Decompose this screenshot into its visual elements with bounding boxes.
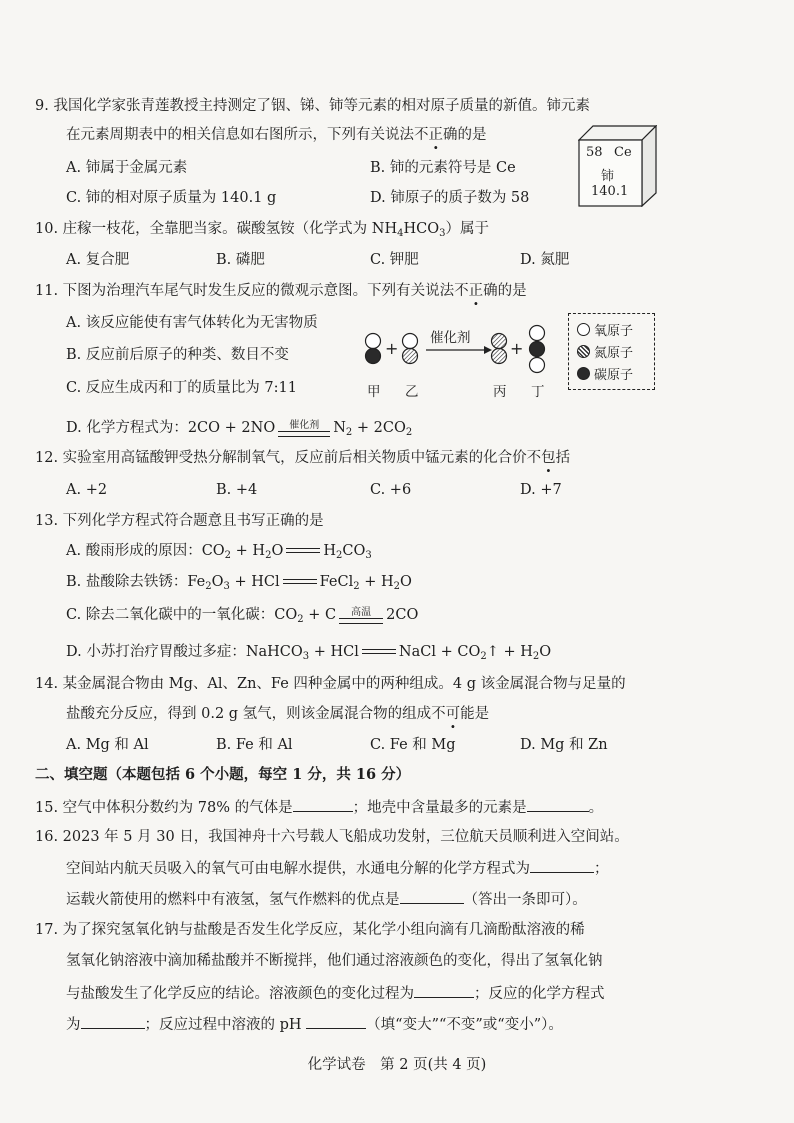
sub: 2	[224, 550, 232, 561]
q15-text3: 。	[588, 800, 604, 816]
q9-option-c: C. 铈的相对原子质量为 140.1 g	[66, 190, 277, 206]
label-bing: 丙	[493, 384, 507, 400]
q9-stem-text: 在元素周期表中的相关信息如右图所示，下列有关说法	[66, 127, 414, 143]
sub: 2	[480, 651, 487, 662]
q9-emphasis: 不正确	[414, 127, 458, 143]
equals-sign	[362, 646, 396, 658]
q13-a-product2: CO	[342, 543, 366, 559]
atom-legend	[568, 313, 655, 390]
q10-stem-end: ）属于	[445, 221, 489, 237]
q13-stem: 13. 下列化学方程式符合题意且书写正确的是	[35, 513, 324, 529]
q13-c-product: 2CO	[386, 607, 419, 623]
sub: 2	[393, 581, 400, 592]
q11-option-a: A. 该反应能使有害气体转化为无害物质	[66, 315, 318, 331]
q16-line3	[66, 889, 587, 910]
label-yi: 乙	[405, 384, 419, 400]
q13-d-product: NaCl + CO	[398, 644, 481, 660]
label-ding: 丁	[531, 384, 545, 400]
oxygen-atom-icon	[577, 323, 590, 336]
q15-blank-2[interactable]	[527, 797, 589, 812]
q17-text3: 与盐酸发生了化学反应的结论。溶液颜色的变化过程为	[66, 986, 414, 1002]
q11-sub: 2	[405, 427, 413, 438]
q13-a-text: A. 酸雨形成的原因：CO	[66, 543, 225, 559]
q13-d-product2: ↑ + H	[486, 644, 533, 660]
q11-sub: 2	[345, 427, 353, 438]
q14-stem-line1: 14. 某金属混合物由 Mg、Al、Zn、Fe 四种金属中的两种组成。4 g 该金属混合物与足量的	[35, 676, 626, 692]
q10-stem-text: 10. 庄稼一枝花，全靠肥当家。碳酸氢铵（化学式为 NH	[35, 221, 398, 237]
catalyst-condition: 催化剂	[289, 419, 320, 431]
q13-a-product: H	[323, 543, 336, 559]
q15-text2: ；地壳中含量最多的元素是	[352, 800, 527, 816]
q13-d-mid: + HCl	[309, 644, 359, 660]
section-title: 二、填空题（本题包括 6 个小题，每空 1 分，共 16 分）	[35, 766, 411, 783]
q9-option-d: D. 铈原子的质子数为 58	[370, 190, 530, 206]
equals-sign	[286, 545, 320, 557]
sub: 3	[365, 550, 372, 561]
q14-stem-line2	[66, 704, 489, 724]
page-footer: 化学试卷 第 2 页(共 4 页)	[307, 1057, 487, 1073]
legend-carbon	[577, 364, 633, 383]
high-temp-equation-sign	[339, 607, 383, 624]
sub: 3	[302, 651, 310, 662]
q17-text3-end: ；反应的化学方程式	[474, 986, 605, 1002]
q13-option-c	[66, 605, 418, 625]
q11-emphasis: 不正确	[454, 283, 498, 299]
catalyst-equation-sign	[278, 420, 330, 437]
q17-line3	[66, 983, 605, 1004]
q11-d-product: N	[333, 420, 346, 436]
q13-c-mid: + C	[303, 607, 337, 623]
q16-text3: 运载火箭使用的燃料中有液氢，氢气作燃料的优点是	[66, 892, 400, 908]
q11-d-text: D. 化学方程式为：2CO + 2NO	[66, 420, 276, 436]
carbon-atom-icon	[577, 367, 590, 380]
diagram-catalyst-label: 催化剂	[430, 330, 471, 346]
q16-text-end: ；	[594, 861, 609, 877]
q14-option-d: D. Mg 和 Zn	[520, 737, 608, 753]
q13-a-o: O	[271, 543, 284, 559]
q14-emphasis: 不可能	[431, 706, 475, 722]
q10-option-d: D. 氮肥	[520, 252, 570, 268]
element-mass: 140.1	[591, 184, 629, 199]
q14-stem-end: 是	[474, 706, 490, 722]
high-temp-condition: 高温	[351, 606, 372, 618]
q10-sub: 4	[397, 228, 404, 239]
q16-line1: 16. 2023 年 5 月 30 日，我国神舟十六号载人飞船成功发射，三位航天员顺利进入空间站。	[35, 829, 629, 845]
q12-option-c: C. +6	[370, 482, 412, 498]
q13-b-text: B. 盐酸除去铁锈：Fe	[66, 574, 206, 590]
nitrogen-atom-icon	[577, 345, 590, 358]
q15-line	[35, 797, 603, 818]
q17-text4-mid: ；反应过程中溶液的 pH	[144, 1017, 307, 1033]
q11-option-d	[66, 418, 412, 438]
q13-d-product3: O	[539, 644, 552, 660]
q16-text3-end: （答出一条即可）。	[463, 892, 587, 908]
q16-blank-1[interactable]	[530, 858, 594, 873]
q9-option-b: B. 铈的元素符号是 Ce	[370, 160, 516, 176]
q15-blank-1[interactable]	[293, 797, 353, 812]
q12-option-a: A. +2	[66, 482, 108, 498]
q9-option-a: A. 铈属于金属元素	[66, 160, 188, 176]
q12-emphasis: 不包括	[526, 450, 571, 466]
svg-text:+: +	[510, 339, 524, 358]
q13-b-mid: O	[211, 574, 224, 590]
q9-stem-line2	[66, 125, 487, 145]
q16-text: 空间站内航天员吸入的氧气可由电解水提供，水通电分解的化学方程式为	[66, 861, 530, 877]
q14-stem-text: 盐酸充分反应，得到 0.2 g 氢气，则该金属混合物的组成	[66, 706, 432, 722]
q14-option-b: B. Fe 和 Al	[216, 737, 293, 753]
q10-sub: 3	[439, 228, 446, 239]
q9-stem-line1: 9. 我国化学家张青莲教授主持测定了铟、锑、铈等元素的相对原子质量的新值。铈元素	[35, 98, 590, 114]
q10-stem	[35, 219, 489, 239]
q15-text: 15. 空气中体积分数约为 78% 的气体是	[35, 800, 293, 816]
q11-stem	[35, 281, 527, 301]
sub: 2	[205, 581, 212, 592]
q17-line1: 17. 为了探究氢氧化钠与盐酸是否发生化学反应，某化学小组向滴有几滴酚酞溶液的稀	[35, 922, 585, 938]
q17-text4-end: （填“变大”“不变”或“变小”）。	[366, 1017, 563, 1033]
legend-oxygen	[577, 320, 633, 339]
q13-d-text: D. 小苏打治疗胃酸过多症：NaHCO	[66, 644, 303, 660]
q13-option-b	[66, 572, 412, 592]
q10-stem-mid: HCO	[403, 221, 440, 237]
legend-carbon-label: 碳原子	[594, 368, 634, 383]
q17-blank-2[interactable]	[81, 1014, 145, 1029]
q11-stem-end: 的是	[497, 283, 527, 299]
element-atomic-number: 58	[586, 145, 603, 160]
q9-stem-end: 的是	[457, 127, 487, 143]
q13-b-product2: + H	[359, 574, 394, 590]
element-symbol: Ce	[614, 145, 632, 160]
q13-b-mid2: + HCl	[229, 574, 280, 590]
q12-stem-text: 12. 实验室用高锰酸钾受热分解制氧气，反应前后相关物质中锰元素的化合价	[35, 450, 527, 466]
equals-sign	[283, 576, 317, 588]
cerium-element-card	[578, 125, 657, 207]
q17-blank-3[interactable]	[306, 1014, 366, 1029]
q11-option-c: C. 反应生成丙和丁的质量比为 7:11	[66, 380, 297, 396]
q17-line2: 氢氧化钠溶液中滴加稀盐酸并不断搅拌，他们通过溶液颜色的变化，得出了氢氧化钠	[66, 953, 603, 969]
sub: 2	[265, 550, 272, 561]
sub: 2	[297, 614, 304, 625]
q11-d-product2: + 2CO	[352, 420, 406, 436]
q13-b-product3: O	[399, 574, 412, 590]
element-name: 铈	[601, 169, 615, 184]
sub: 2	[353, 581, 360, 592]
q12-option-b: B. +4	[216, 482, 258, 498]
sub: 2	[532, 651, 540, 662]
q14-option-c: C. Fe 和 Mg	[370, 737, 456, 753]
legend-nitrogen-label: 氮原子	[594, 346, 634, 361]
sub: 2	[335, 550, 343, 561]
q13-a-mid: + H	[231, 543, 266, 559]
label-jia: 甲	[367, 384, 381, 400]
q10-option-b: B. 磷肥	[216, 252, 265, 268]
q13-c-text: C. 除去二氧化碳中的一氧化碳：CO	[66, 607, 298, 623]
q10-option-a: A. 复合肥	[66, 252, 130, 268]
q11-option-b: B. 反应前后原子的种类、数目不变	[66, 347, 289, 363]
q13-b-product: FeCl	[319, 574, 354, 590]
q17-line4	[66, 1014, 563, 1035]
q14-option-a: A. Mg 和 Al	[66, 737, 149, 753]
q16-line2	[66, 858, 609, 879]
q13-option-a	[66, 541, 372, 561]
q17-blank-1[interactable]	[414, 983, 474, 998]
legend-nitrogen	[577, 342, 633, 361]
svg-text:+: +	[385, 339, 399, 358]
q12-option-d: D. +7	[520, 482, 562, 498]
q16-blank-2[interactable]	[400, 889, 464, 904]
q13-option-d	[66, 642, 551, 662]
q10-option-c: C. 钾肥	[370, 252, 419, 268]
legend-oxygen-label: 氧原子	[594, 324, 634, 339]
q11-stem-text: 11. 下图为治理汽车尾气时发生反应的微观示意图。下列有关说法	[35, 283, 455, 299]
q17-text4: 为	[66, 1017, 81, 1033]
sub: 3	[223, 581, 230, 592]
q12-stem	[35, 448, 570, 468]
